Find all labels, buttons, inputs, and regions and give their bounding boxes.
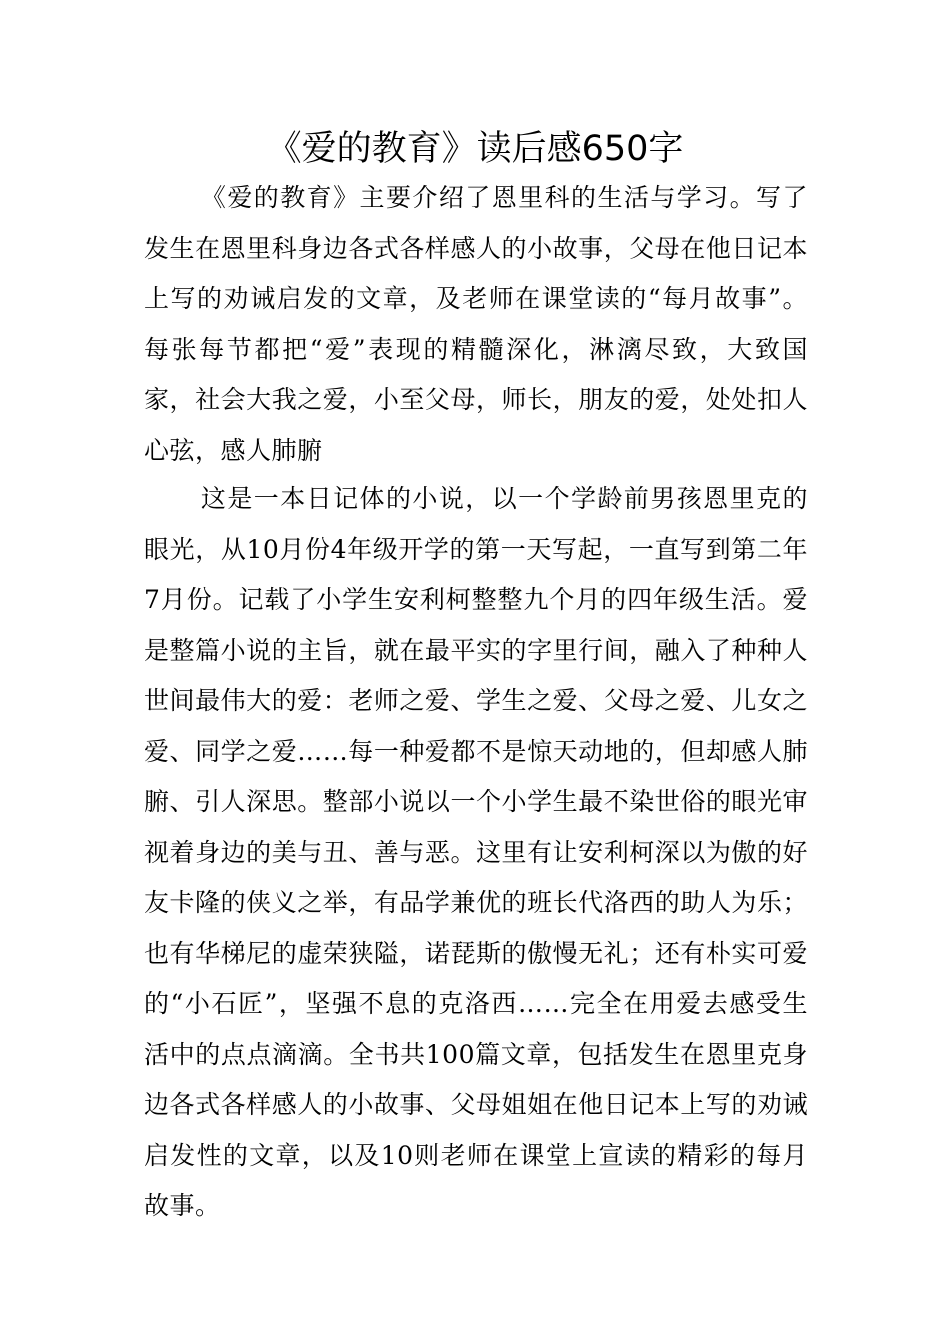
document-title: 《爱的教育》读后感650字 <box>266 129 684 169</box>
paragraph-2 <box>144 474 808 1232</box>
paragraph-1 <box>144 173 808 476</box>
paragraph-2-text: 这是一本日记体的小说，以一个学龄前男孩恩里克的眼光，从10月份4年级开学的第一天写起，一直写到第二年7月份。记载了小学生安利柯整整九个月的四年级生活。爱是整篇小说的主旨，就在最平实的字里行间，融入了种种人世间最伟大的爱：老师之爱、学生之爱、父母之爱、儿女之爱、同学之爱……每一种爱都不是惊天动地的，但却感人肺腑、引人深思。整部小说以一个小学生最不染世俗的眼光审视着身边的美与丑、善与恶。这里有让安利柯深以为傲的好友卡隆的侠义之举，有品学兼优的班长代洛西的助人为乐；也有华梯尼的虚荣狭隘，诺琵斯的傲慢无礼；还有朴实可爱的“小石匠”，坚强不息的克洛西……完全在用爱去感受生活中的点点滴滴。全书共100篇文章，包括发生在恩里克身边各式各样感人的小故事、父母姐姐在他日记本上写的劝诫启发性的文章，以及10则老师在课堂上宣读的精彩的每月故事。 <box>144 484 808 1220</box>
paragraph-1-text: 《爱的教育》主要介绍了恩里科的生活与学习。写了发生在恩里科身边各式各样感人的小故事，父母在他日记本上写的劝诫启发的文章，及老师在课堂读的“每月故事”。每张每节都把“爱”表现的精髓深化，淋漓尽致，大致国家，社会大我之爱，小至父母，师长，朋友的爱，处处扣人心弦，感人肺腑 <box>144 183 808 465</box>
